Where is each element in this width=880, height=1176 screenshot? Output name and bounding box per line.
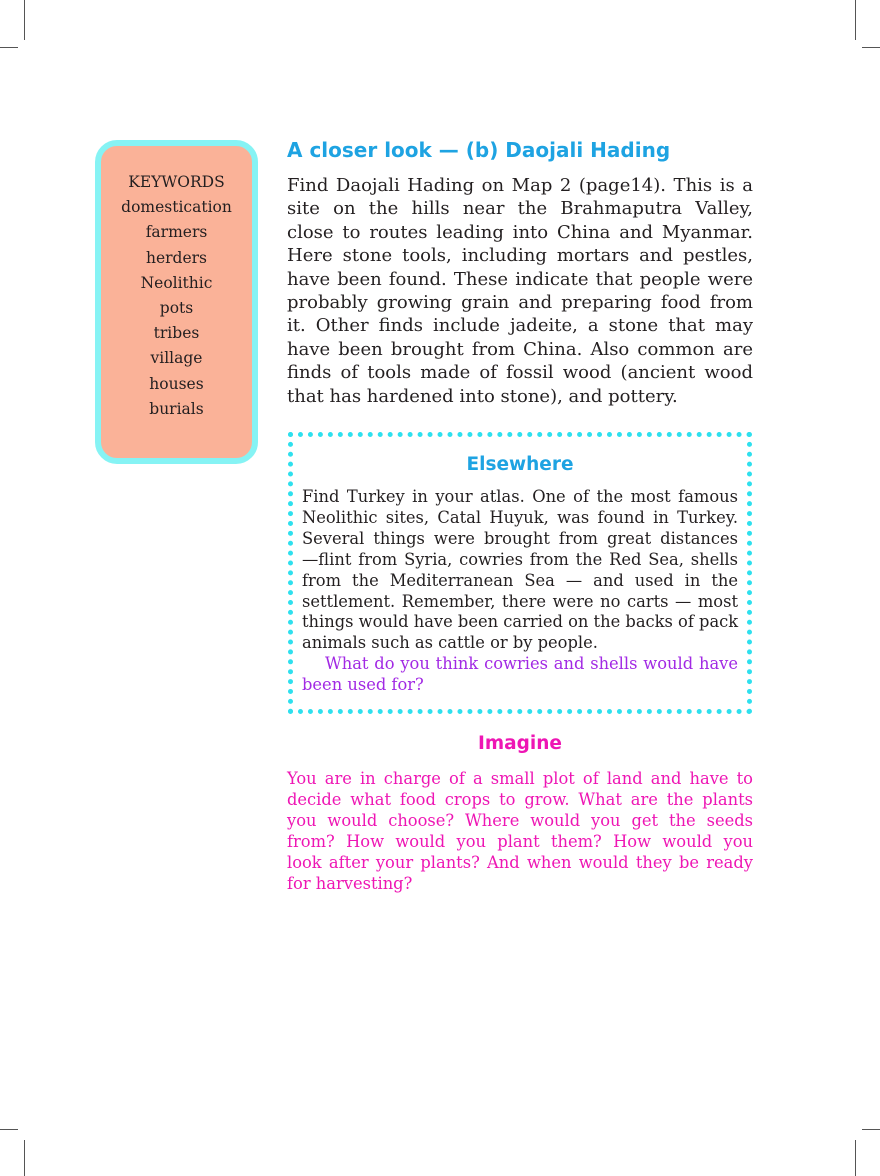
text-line: have been found. These indicate that people were [287,268,753,290]
keyword-item: village [150,349,203,368]
text-line: it. Other finds include jadeite, a stone that may [287,315,753,337]
elsewhere-heading: Elsewhere [466,454,574,475]
imagine-heading: Imagine [478,733,562,754]
keywords-title: KEYWORDS [128,173,225,191]
imagine-body [287,768,753,894]
text-line: Neolithic sites, Catal Huyuk, was found in Turkey. [302,507,738,527]
text-line: Several things were brought from great distances [302,528,738,548]
elsewhere-text [302,487,738,654]
text-line: What do you think cowries and shells would have [325,654,738,674]
crop-mark [24,0,25,40]
text-line: things would have been carried on the backs of pack [302,612,739,632]
text-line: from the Mediterranean Sea — and used in the [302,570,738,590]
section-body [287,174,753,408]
keyword-item: domestication [121,198,232,217]
text-line: finds of tools made of fossil wood (ancient wood [287,362,753,384]
keyword-item: pots [159,298,194,317]
keyword-item: tribes [153,324,200,343]
crop-mark [24,1140,25,1176]
text-line: site on the hills near the Brahmaputra Valley, [287,198,753,220]
crop-mark [0,1129,18,1130]
text-line: been used for? [302,675,424,695]
text-line: look after your plants? And when would they be ready [287,853,753,872]
text-line: decide what food crops to grow. What are the plants [287,790,753,809]
text-line: You are in charge of a small plot of land and have to [287,769,753,788]
text-line: you would choose? Where would you get the seeds [287,811,753,830]
text-line: from? How would you plant them? How would you [287,832,753,851]
crop-mark [855,1140,856,1176]
text-line: for harvesting? [287,874,413,893]
text-line: close to routes leading into China and Myanmar. [287,221,753,243]
elsewhere-body [302,487,738,696]
keyword-item: Neolithic [140,273,213,292]
keyword-item: herders [145,248,208,267]
text-line: —flint from Syria, cowries from the Red Sea, shells [302,549,738,569]
keyword-item: farmers [145,223,208,242]
keywords-list [101,195,252,422]
text-line: probably growing grain and preparing food from [287,292,753,314]
text-line: that has hardened into stone), and pottery. [287,385,678,407]
section-heading: A closer look — (b) Daojali Hading [287,138,671,162]
elsewhere-question [302,654,738,696]
crop-mark [855,0,856,40]
text-line: animals such as cattle or by people. [302,633,598,653]
text-line: Find Daojali Hading on Map 2 (page14). This is a [287,175,753,196]
elsewhere-box [288,432,752,714]
keyword-item: houses [149,374,204,393]
text-line: settlement. Remember, there were no carts — most [302,591,738,611]
text-line: Here stone tools, including mortars and pestles, [287,245,753,267]
keyword-item: burials [149,399,204,418]
text-line: have been brought from China. Also common are [287,338,753,360]
crop-mark [862,1129,880,1130]
crop-mark [862,47,880,48]
crop-mark [0,47,18,48]
keywords-box [95,140,258,464]
text-line: Find Turkey in your atlas. One of the most famous [302,487,738,506]
